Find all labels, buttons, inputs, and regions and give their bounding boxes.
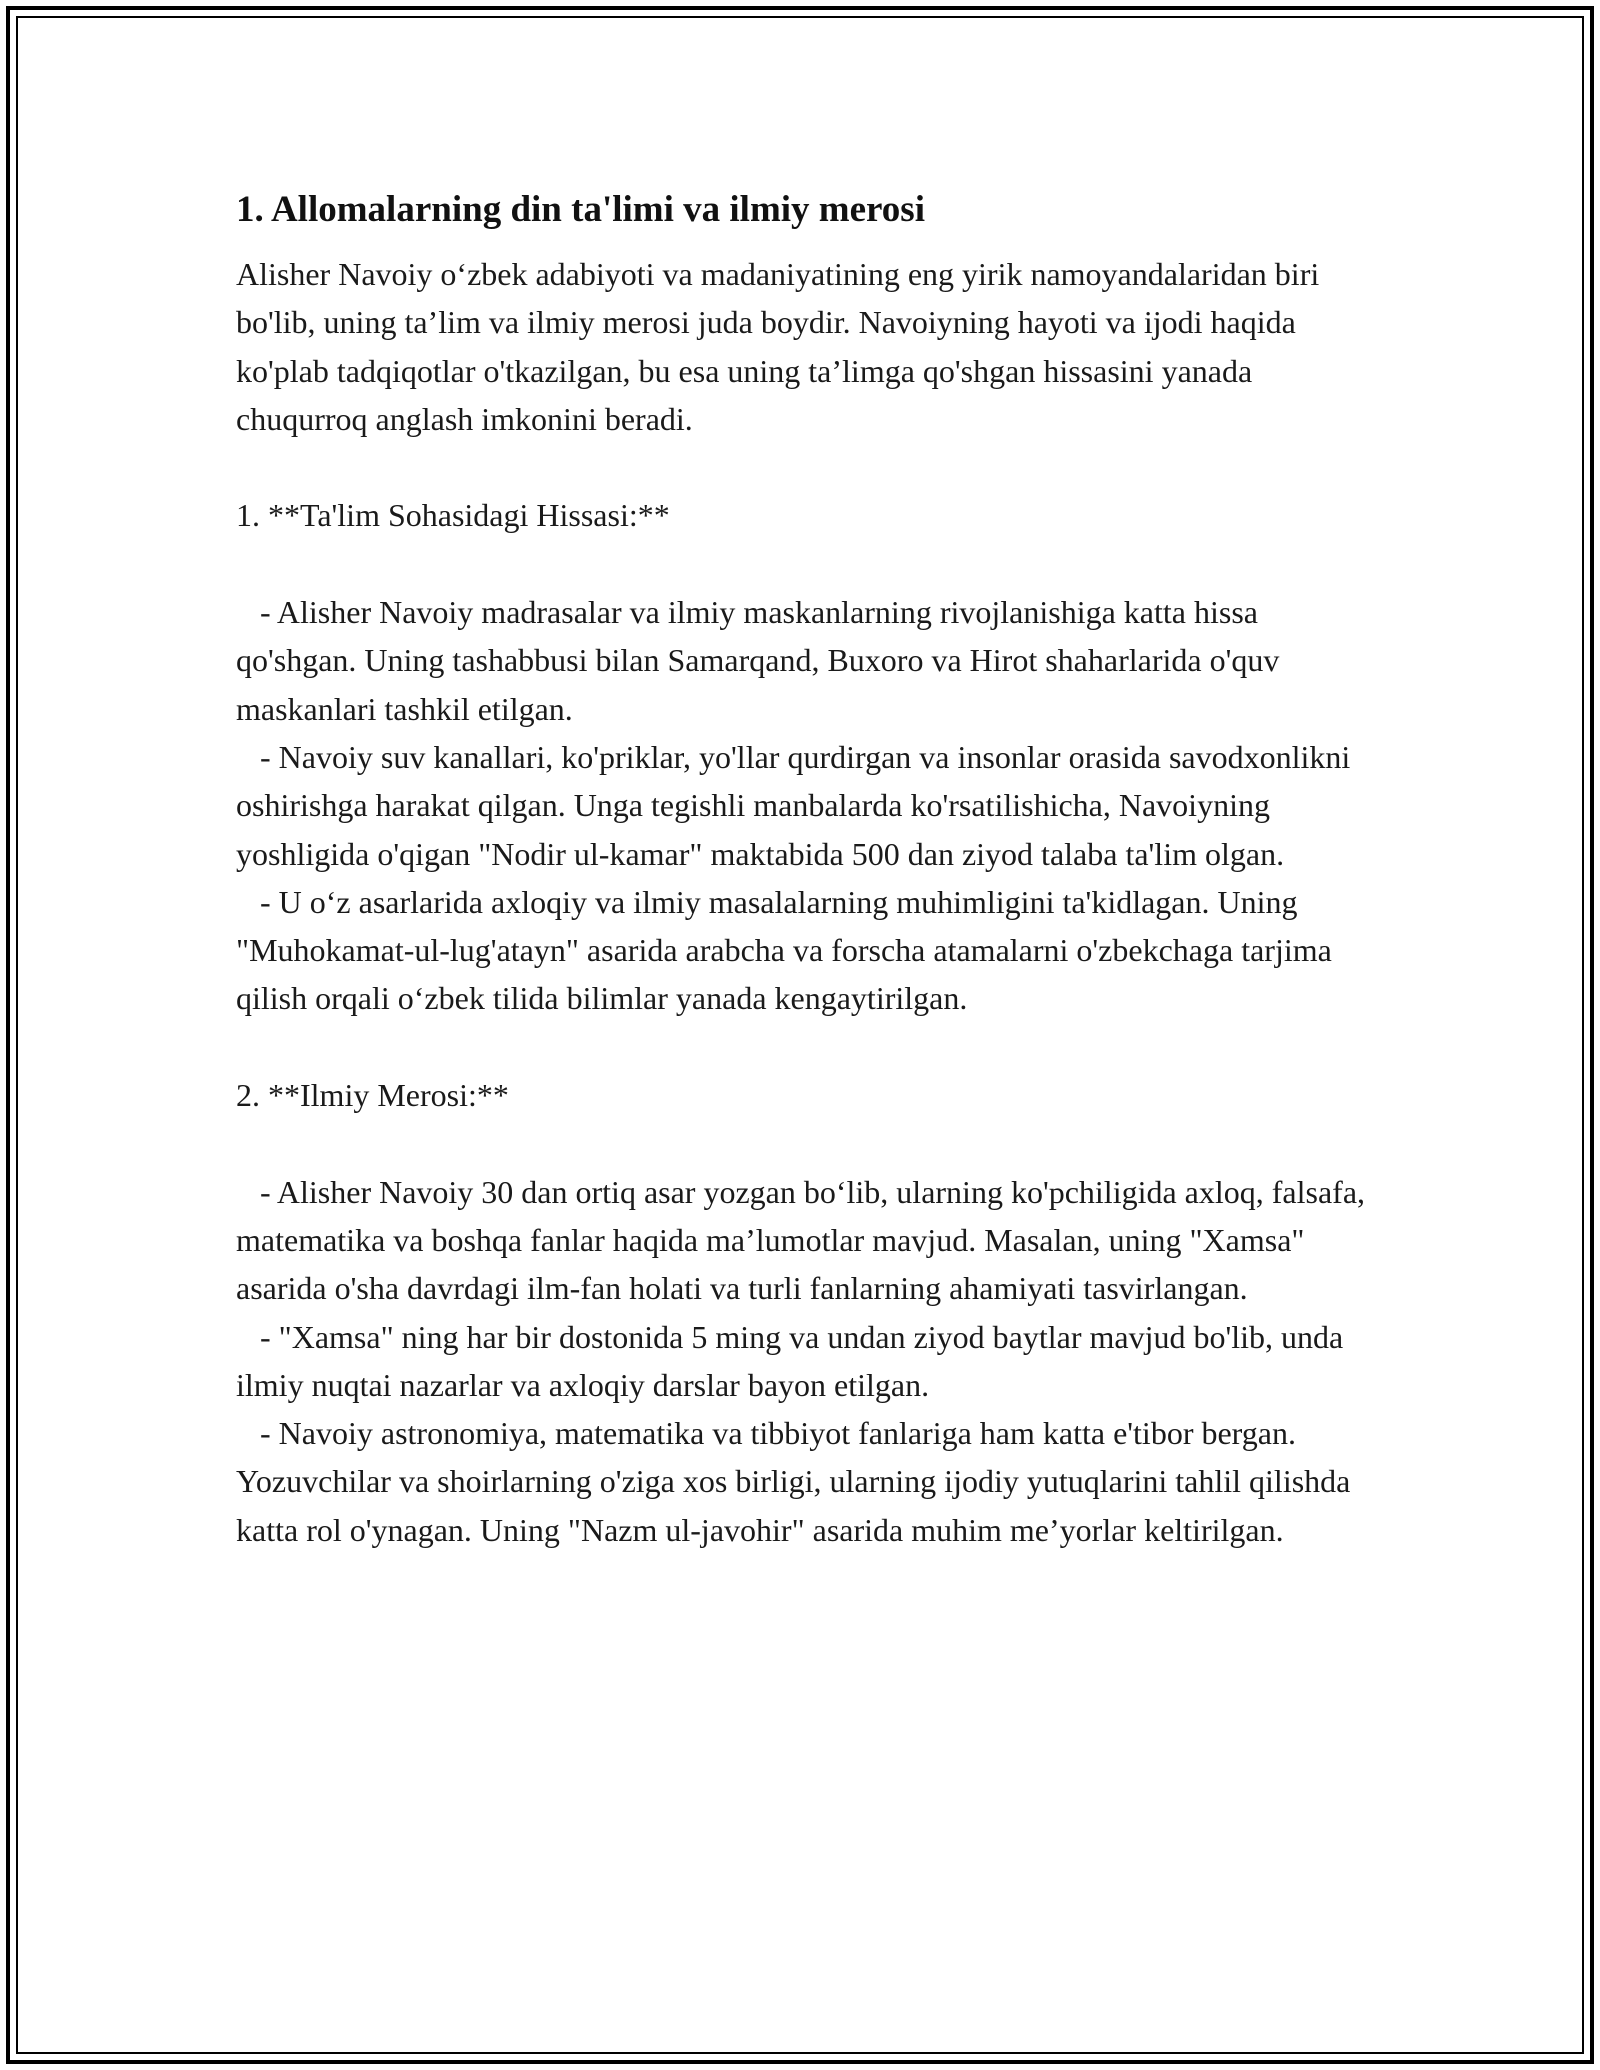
spacer [236,540,1376,588]
spacer [236,443,1376,491]
spacer [236,1023,1376,1071]
list-item: - Navoiy suv kanallari, ko'priklar, yo'llar qurdirgan va insonlar orasida savodxonlikni oshirishga harakat qilgan. Unga tegishli manbalarda ko'rsatilishicha, Navoiyning yoshligida o'qigan "Nodir ul-kamar" maktabida 500 dan ziyod talaba ta'lim olgan. [236,738,1359,872]
list-item: - Alisher Navoiy madrasalar va ilmiy maskanlarning rivojlanishiga katta hissa qo'shgan. Uning tashabbusi bilan Samarqand, Buxoro va Hirot shaharlarida o'quv maskanlari tashkil etilgan. [236,594,1288,727]
intro-paragraph: Alisher Navoiy o‘zbek adabiyoti va madaniyatining eng yirik namoyandalaridan biri bo'lib, uning ta’lim va ilmiy merosi juda boydir. Navoiyning hayoti va ijodi haqida ko'plab tadqiqotlar o'tkazilgan, bu esa uning ta’limga qo'shgan hissasini yanada chuqurroq anglash imkonini beradi. [236,256,1328,437]
list-item: - "Xamsa" ning har bir dostonida 5 ming va undan ziyod baytlar mavjud bo'lib, unda ilmiy nuqtai nazarlar va axloqiy darslar bayon etilgan. [236,1318,1352,1403]
document-title: 1. Allomalarning din ta'limi va ilmiy merosi [236,189,925,230]
section-heading-talim: 1. **Ta'lim Sohasidagi Hissasi:** [236,497,670,534]
section-heading-ilmiy-merosi: 2. **Ilmiy Merosi:** [236,1077,509,1114]
document-body [236,186,1376,1554]
list-item: - Alisher Navoiy 30 dan ortiq asar yozgan bo‘lib, ularning ko'pchiligida axloq, falsafa, matematika va boshqa fanlar haqida ma’lumotlar mavjud. Masalan, uning "Xamsa" asarida o'sha davrdagi ilm-fan holati va turli fanlarning ahamiyati tasvirlangan. [236,1173,1374,1307]
spacer [236,1119,1376,1167]
list-item: - Navoiy astronomiya, matematika va tibbiyot fanlariga ham katta e'tibor bergan. Yozuvchilar va shoirlarning o'ziga xos birligi, ularning ijodiy yutuqlarini tahlil qilishda katta rol o'ynagan. Uning "Nazm ul-javohir" asarida muhim me’yorlar keltirilgan. [236,1415,1359,1548]
list-item: - U o‘z asarlarida axloqiy va ilmiy masalalarning muhimligini ta'kidlagan. Uning "Muhokamat-ul-lug'atayn" asarida arabcha va forscha atamalarni o'zbekchaga tarjima qilish orqali o‘zbek tilida bilimlar yanada kengaytirilgan. [236,883,1340,1017]
